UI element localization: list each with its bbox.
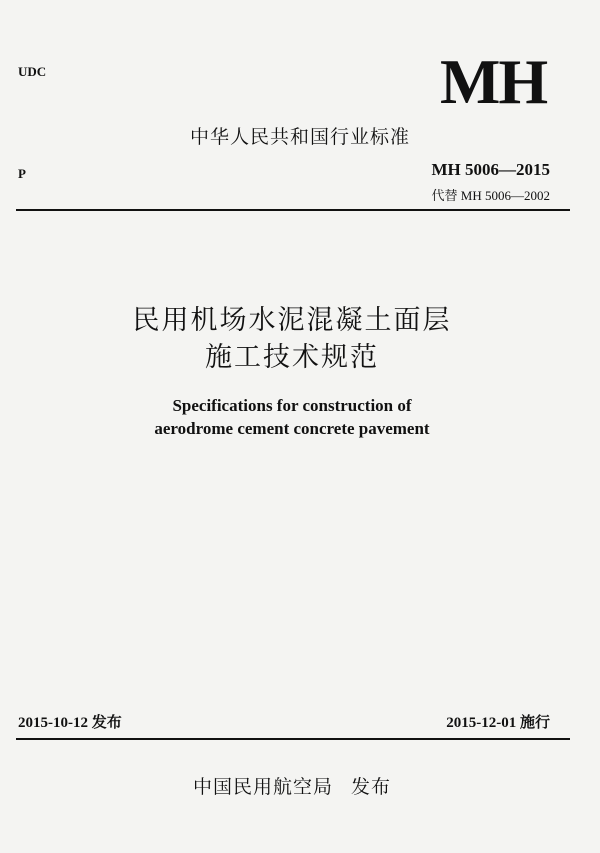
- title-cn-line-1: 民用机场水泥混凝土面层: [132, 305, 452, 336]
- standard-number: MH 5006—2015: [431, 160, 550, 179]
- publisher-line: [0, 772, 584, 799]
- classification-code: P: [18, 166, 26, 181]
- mh-logo: MH: [440, 46, 547, 117]
- bottom-divider: [16, 738, 570, 740]
- top-divider: [16, 209, 570, 211]
- replaces-note: 代替 MH 5006—2002: [431, 188, 550, 203]
- publisher-name: 中国民用航空局: [192, 776, 333, 798]
- title-cn-line-2: 施工技术规范: [205, 342, 379, 373]
- publish-word: 发布: [351, 776, 392, 798]
- udc-label: UDC: [18, 64, 47, 79]
- issue-date: 2015-10-12 发布: [18, 715, 122, 731]
- standard-type: 中华人民共和国行业标准: [189, 126, 410, 148]
- title-en-line-1: Specifications for construction of: [172, 396, 412, 415]
- effective-date: 2015-12-01 施行: [446, 715, 550, 731]
- title-en-line-2: aerodrome cement concrete pavement: [154, 419, 430, 438]
